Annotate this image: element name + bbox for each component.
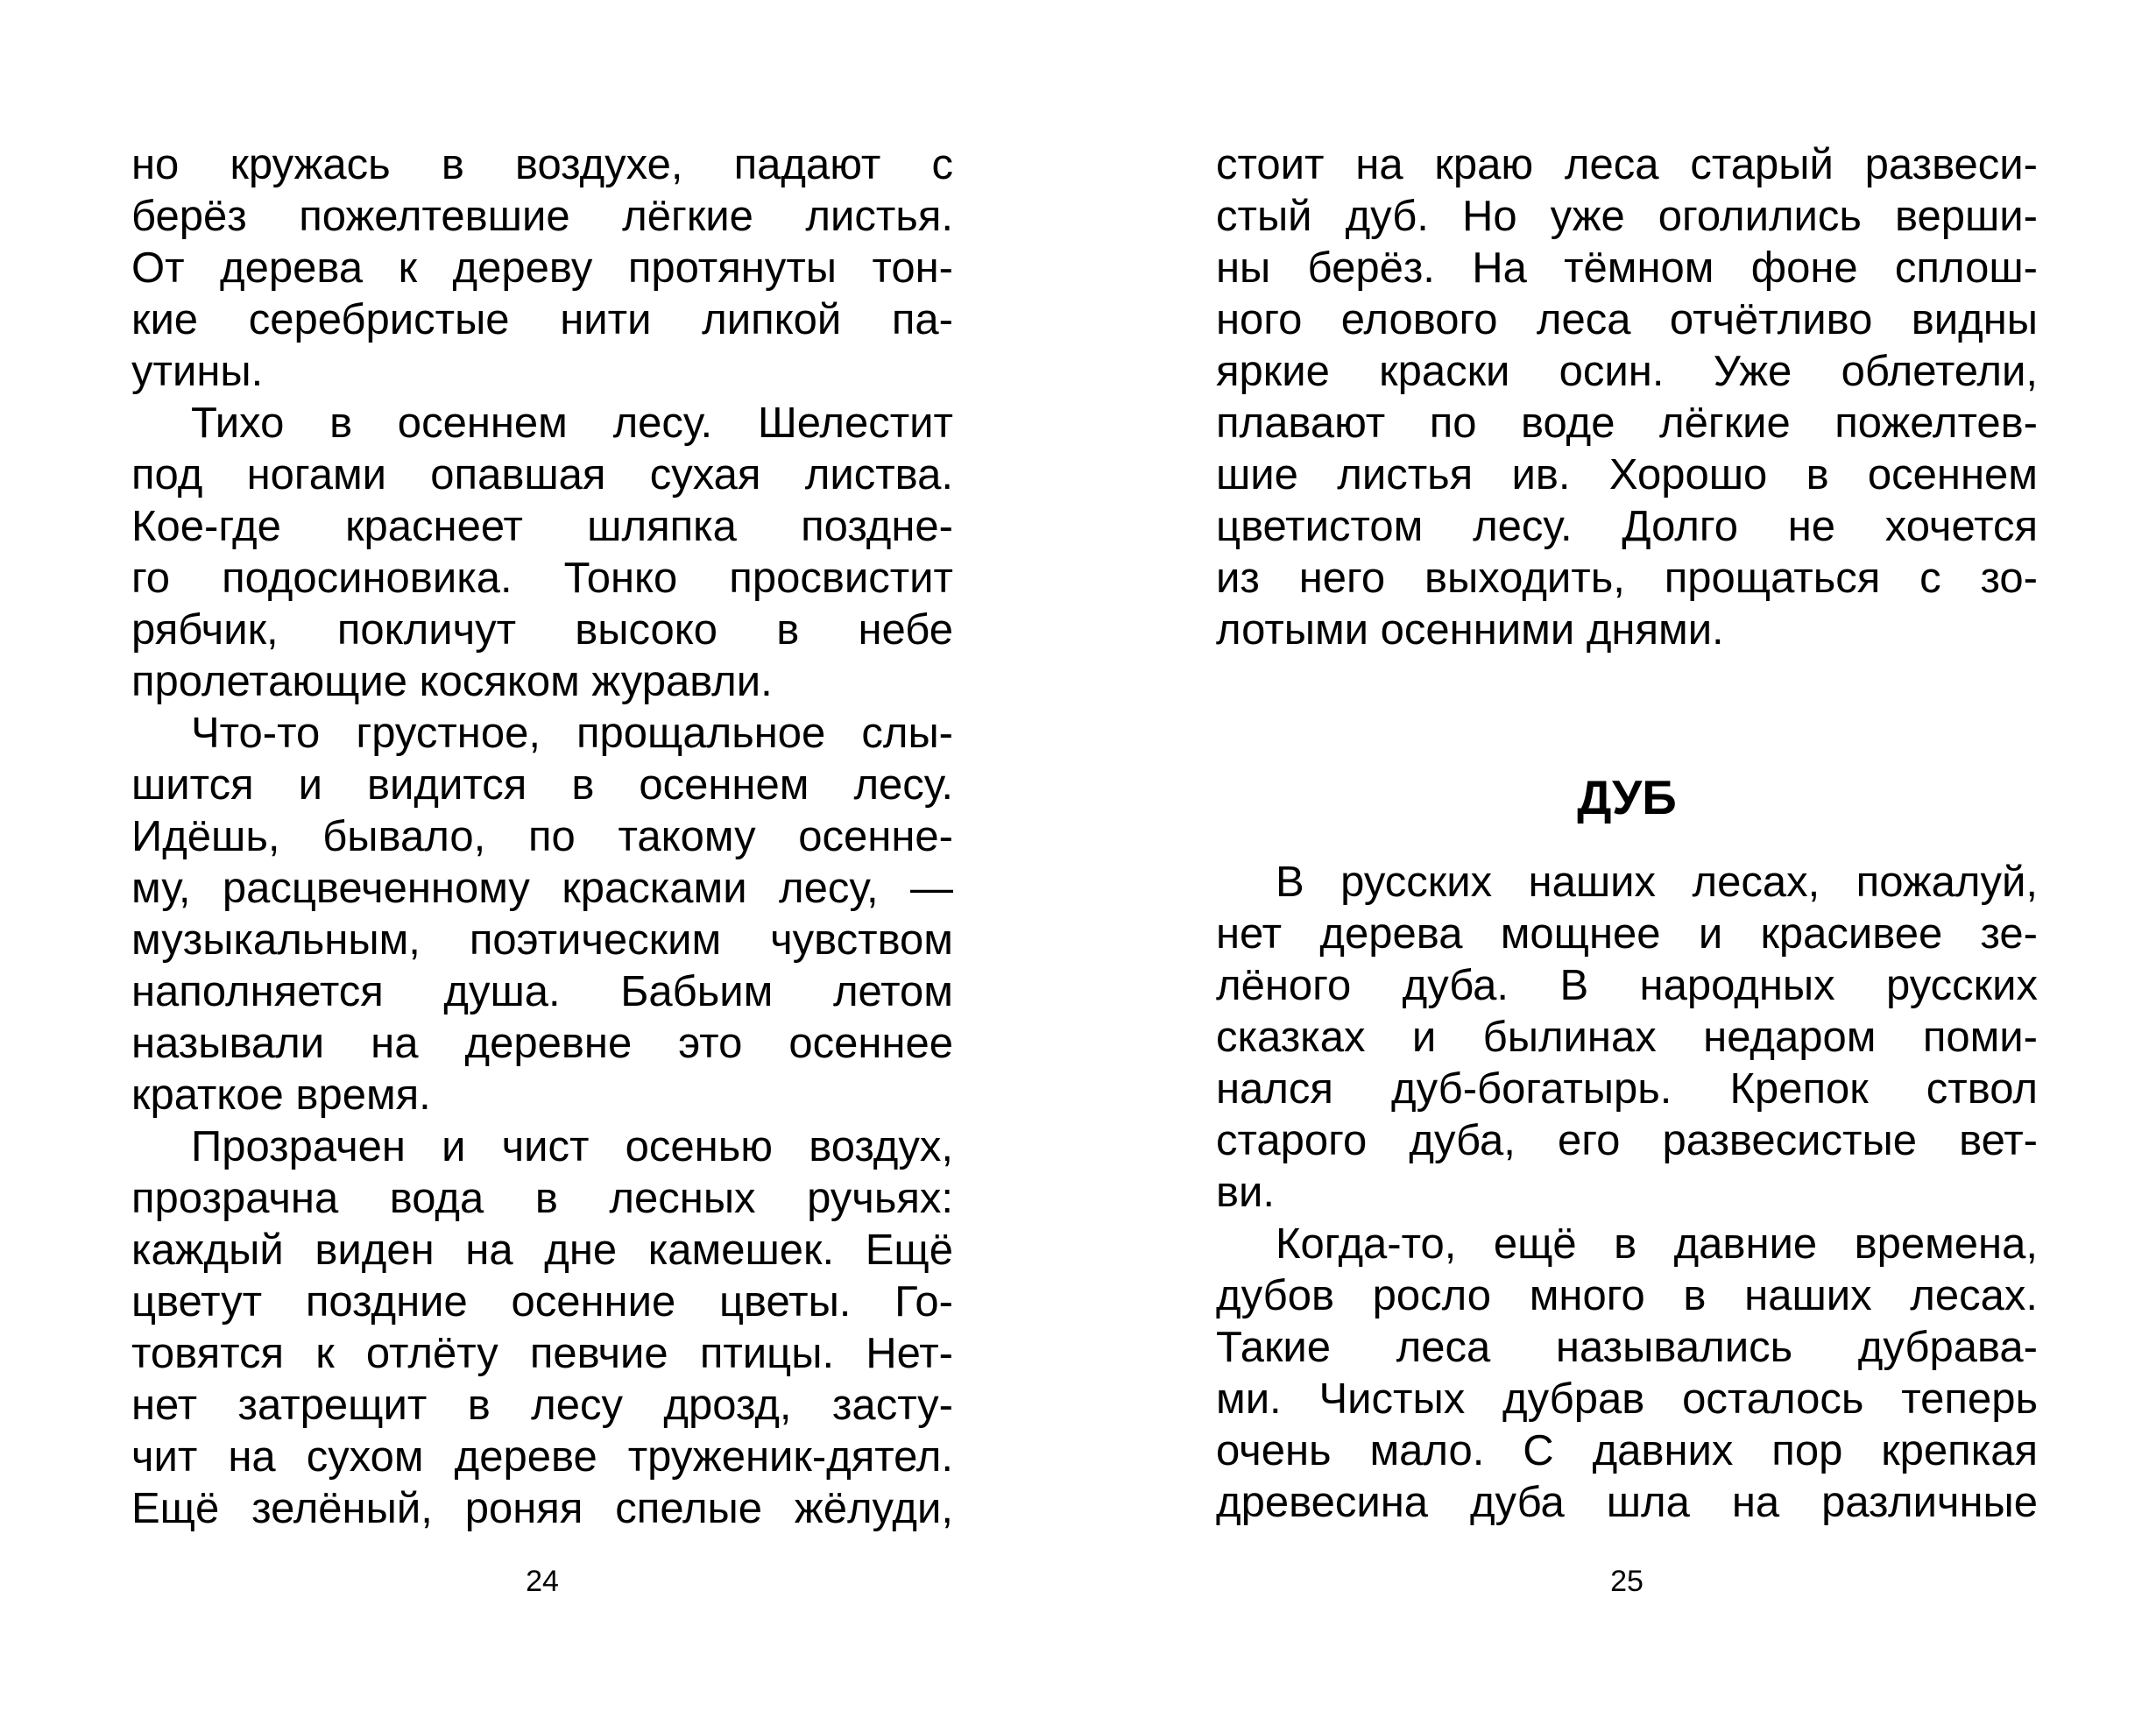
right-page-text-top [1216, 139, 2038, 656]
text-line: рябчик, покличут высоко в небе [131, 606, 953, 654]
text-line: Прозрачен и чист осенью воздух, [191, 1123, 953, 1170]
text-line: сказках и былинах недаром поми- [1216, 1014, 2038, 1061]
text-line: шится и видится в осеннем лесу. [131, 761, 953, 809]
text-line: цветут поздние осенние цветы. Го- [131, 1278, 953, 1326]
text-line: го подосиновика. Тонко просвистит [131, 555, 953, 602]
text-line: лёного дуба. В народных русских [1216, 962, 2038, 1009]
text-line: ного елового леса отчётливо видны [1216, 296, 2038, 343]
text-line: товятся к отлёту певчие птицы. Нет- [131, 1330, 953, 1377]
text-line: Тихо в осеннем лесу. Шелестит [191, 399, 953, 447]
text-line: Что-то грустное, прощальное слы- [191, 710, 953, 757]
text-line: нет дерева мощнее и красивее зе- [1216, 910, 2038, 958]
text-line: стоит на краю леса старый развеси- [1216, 141, 2038, 188]
text-line: музыкальным, поэтическим чувством [131, 916, 953, 964]
text-line: под ногами опавшая сухая листва. [131, 451, 953, 498]
text-line: но кружась в воздухе, падают с [131, 141, 953, 188]
text-line: Кое-где краснеет шляпка поздне- [131, 503, 953, 550]
text-line: чит на сухом дереве труженик-дятел. [131, 1433, 953, 1481]
text-line: От дерева к дереву протянуты тон- [131, 244, 953, 292]
text-line: Ещё зелёный, роняя спелые жёлуди, [131, 1485, 953, 1532]
text-line: ны берёз. На тёмном фоне сплош- [1216, 244, 2038, 292]
text-line: древесина дуба шла на различные [1216, 1479, 2038, 1526]
text-line: шие листья ив. Хорошо в осеннем [1216, 451, 2038, 498]
text-line: каждый виден на дне камешек. Ещё [131, 1227, 953, 1274]
text-line: му, расцвеченному красками лесу, — [131, 865, 953, 912]
text-line: прозрачна вода в лесных ручьях: [131, 1175, 953, 1222]
text-line: стый дуб. Но уже оголились верши- [1216, 193, 2038, 240]
text-line: нался дуб-богатырь. Крепок ствол [1216, 1065, 2038, 1113]
text-line: пролетающие косяком журавли. [131, 658, 773, 705]
right-page-text-bottom [1216, 857, 2038, 1529]
text-line: старого дуба, его развесистые вет- [1216, 1117, 2038, 1164]
left-page-text [131, 139, 953, 1535]
text-line: утины. [131, 348, 264, 395]
text-line: плавают по воде лёгкие пожелтев- [1216, 399, 2038, 447]
text-line: называли на деревне это осеннее [131, 1020, 953, 1067]
text-line: ми. Чистых дубрав осталось теперь [1216, 1375, 2038, 1423]
page-number: 24 [526, 1565, 559, 1598]
text-line: ви. [1216, 1169, 1276, 1216]
text-line: яркие краски осин. Уже облетели, [1216, 348, 2038, 395]
text-line: лотыми осенними днями. [1216, 606, 1724, 654]
text-line: дубов росло много в наших лесах. [1216, 1272, 2038, 1319]
text-line: наполняется душа. Бабьим летом [131, 968, 953, 1015]
text-line: Когда-то, ещё в давние времена, [1276, 1220, 2038, 1268]
text-line: берёз пожелтевшие лёгкие листья. [131, 193, 953, 240]
text-line: Такие леса назывались дубрава- [1216, 1324, 2038, 1371]
page-number: 25 [1610, 1565, 1644, 1598]
chapter-heading: ДУБ [1577, 770, 1677, 824]
text-line: Идёшь, бывало, по такому осенне- [131, 813, 953, 860]
text-line: нет затрещит в лесу дрозд, засту- [131, 1382, 953, 1429]
text-line: из него выходить, прощаться с зо- [1216, 555, 2038, 602]
text-line: очень мало. С давних пор крепкая [1216, 1427, 2038, 1474]
text-line: цветистом лесу. Долго не хочется [1216, 503, 2038, 550]
text-line: краткое время. [131, 1071, 431, 1119]
text-line: кие серебристые нити липкой па- [131, 296, 953, 343]
text-line: В русских наших лесах, пожалуй, [1276, 859, 2038, 906]
